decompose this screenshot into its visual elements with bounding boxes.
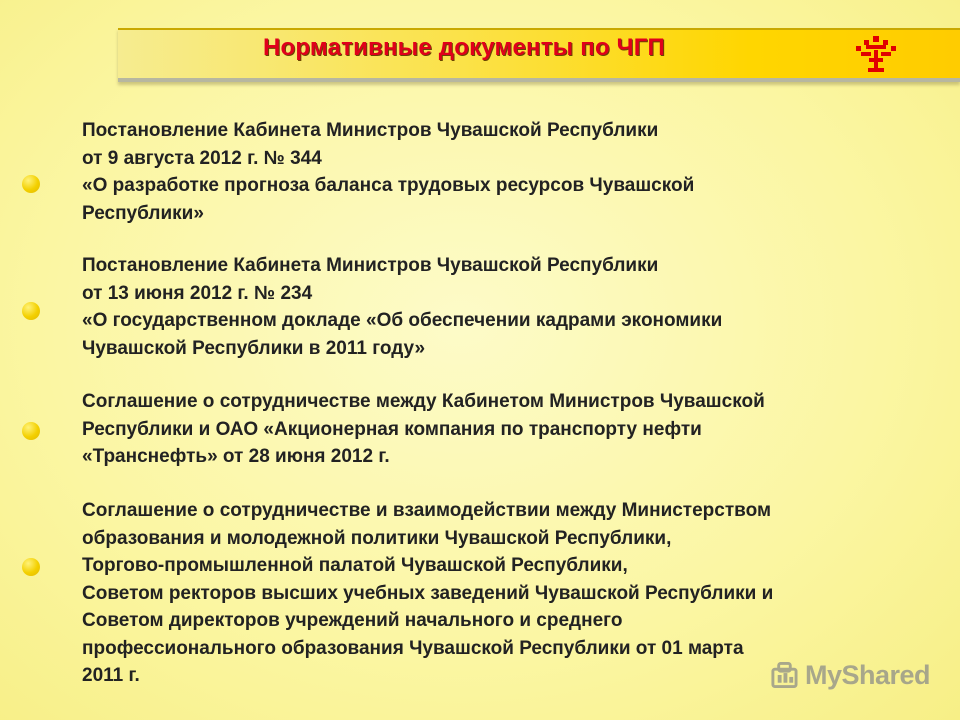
document-line: «О государственном докладе «Об обеспечении кадрами экономики xyxy=(82,310,723,331)
document-item xyxy=(82,252,922,362)
document-line: профессионального образования Чувашской Республики от 01 марта xyxy=(82,637,744,659)
document-line: Постановление Кабинета Министров Чувашской Республики xyxy=(82,255,659,276)
document-item xyxy=(82,388,922,471)
bullet-marker xyxy=(22,422,40,440)
watermark-text: MyShared xyxy=(804,659,930,690)
document-line: Чувашской Республики в 2011 году» xyxy=(82,337,426,359)
chuvash-emblem-icon xyxy=(852,34,900,74)
document-line: от 9 августа 2012 г. № 344 xyxy=(82,147,322,169)
page-title: Нормативные документы по ЧГП xyxy=(263,34,665,61)
watermark xyxy=(770,655,930,695)
bullet-marker xyxy=(22,302,40,320)
myshared-logo-icon xyxy=(770,660,799,690)
document-line: образования и молодежной политики Чувашской Республики, xyxy=(82,527,672,549)
document-line: «О разработке прогноза баланса трудовых ресурсов Чувашской xyxy=(82,175,695,196)
bullet-marker xyxy=(22,175,40,193)
document-line: «Транснефть» от 28 июня 2012 г. xyxy=(82,446,390,467)
document-item xyxy=(82,117,922,227)
document-line: Соглашение о сотрудничестве между Кабинетом Министров Чувашской xyxy=(82,391,765,412)
document-line: Республики и ОАО «Акционерная компания по транспорту нефти xyxy=(82,418,702,440)
document-line: Торгово-промышленной палатой Чувашской Республики, xyxy=(82,555,628,576)
document-line: Постановление Кабинета Министров Чувашской Республики xyxy=(82,120,659,141)
document-line: Республики» xyxy=(82,202,204,224)
document-line: Советом директоров учреждений начального и среднего xyxy=(82,610,623,631)
document-line: Соглашение о сотрудничестве и взаимодействии между Министерством xyxy=(82,500,772,521)
document-line: от 13 июня 2012 г. № 234 xyxy=(82,282,313,304)
document-line: 2011 г. xyxy=(82,665,140,686)
document-line: Советом ректоров высших учебных заведений Чувашской Республики и xyxy=(82,582,774,604)
bullet-marker xyxy=(22,558,40,576)
